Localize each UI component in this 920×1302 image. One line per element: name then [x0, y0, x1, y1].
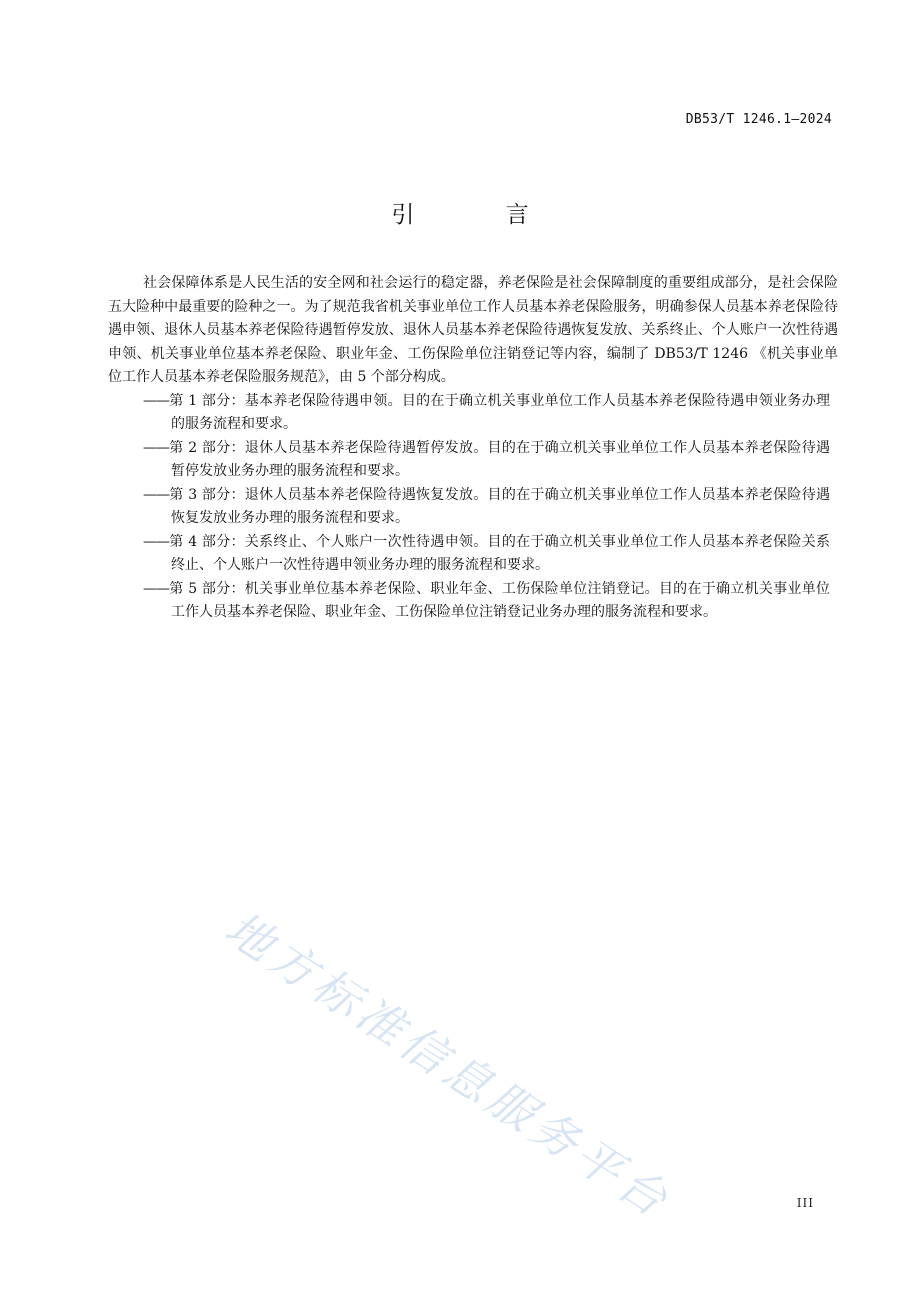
part-item-3 — [108, 484, 838, 531]
part-item-5 — [108, 578, 838, 625]
watermark: 地方标准信息服务平台 — [215, 900, 682, 1230]
part-text: 第 1 部分：基本养老保险待遇申领。目的在于确立机关事业单位工作人员基本养老保险待遇申领业务办理的服务流程和要求。 — [169, 392, 830, 432]
intro-paragraph: 社会保障体系是人民生活的安全网和社会运行的稳定器，养老保险是社会保障制度的重要组成部分，是社会保险五大险种中最重要的险种之一。为了规范我省机关事业单位工作人员基本养老保险服务，明确参保人员基本养老保险待遇申领、退休人员基本养老保险待遇暂停发放、退休人员基本养老保险待遇恢复发放、关系终止、个人账户一次性待遇申领、机关事业单位基本养老保险、职业年金、工伤保险单位注销登记等内容，编制了 DB53/T 1246 《机关事业单位工作人员基本养老保险服务规范》，由 5 个部分构成。 — [108, 275, 838, 385]
em-dash: —— — [143, 580, 169, 597]
em-dash: —— — [143, 439, 169, 456]
part-item-2 — [108, 437, 838, 484]
em-dash: —— — [143, 486, 169, 503]
part-text: 第 3 部分：退休人员基本养老保险待遇恢复发放。目的在于确立机关事业单位工作人员基本养老保险待遇恢复发放业务办理的服务流程和要求。 — [169, 486, 830, 526]
introduction-body — [108, 272, 838, 625]
part-text: 第 2 部分：退休人员基本养老保险待遇暂停发放。目的在于确立机关事业单位工作人员基本养老保险待遇暂停发放业务办理的服务流程和要求。 — [169, 439, 830, 479]
document-code: DB53/T 1246.1—2024 — [685, 112, 832, 127]
em-dash: —— — [143, 392, 169, 409]
part-text: 第 4 部分：关系终止、个人账户一次性待遇申领。目的在于确立机关事业单位工作人员基本养老保险关系终止、个人账户一次性待遇申领业务办理的服务流程和要求。 — [169, 533, 830, 573]
section-title: 引 言 — [391, 202, 571, 228]
page-number: III — [796, 1196, 814, 1210]
part-text: 第 5 部分：机关事业单位基本养老保险、职业年金、工伤保险单位注销登记。目的在于确立机关事业单位工作人员基本养老保险、职业年金、工伤保险单位注销登记业务办理的服务流程和要求。 — [169, 580, 830, 620]
em-dash: —— — [143, 533, 169, 550]
part-item-1 — [108, 390, 838, 437]
part-item-4 — [108, 531, 838, 578]
